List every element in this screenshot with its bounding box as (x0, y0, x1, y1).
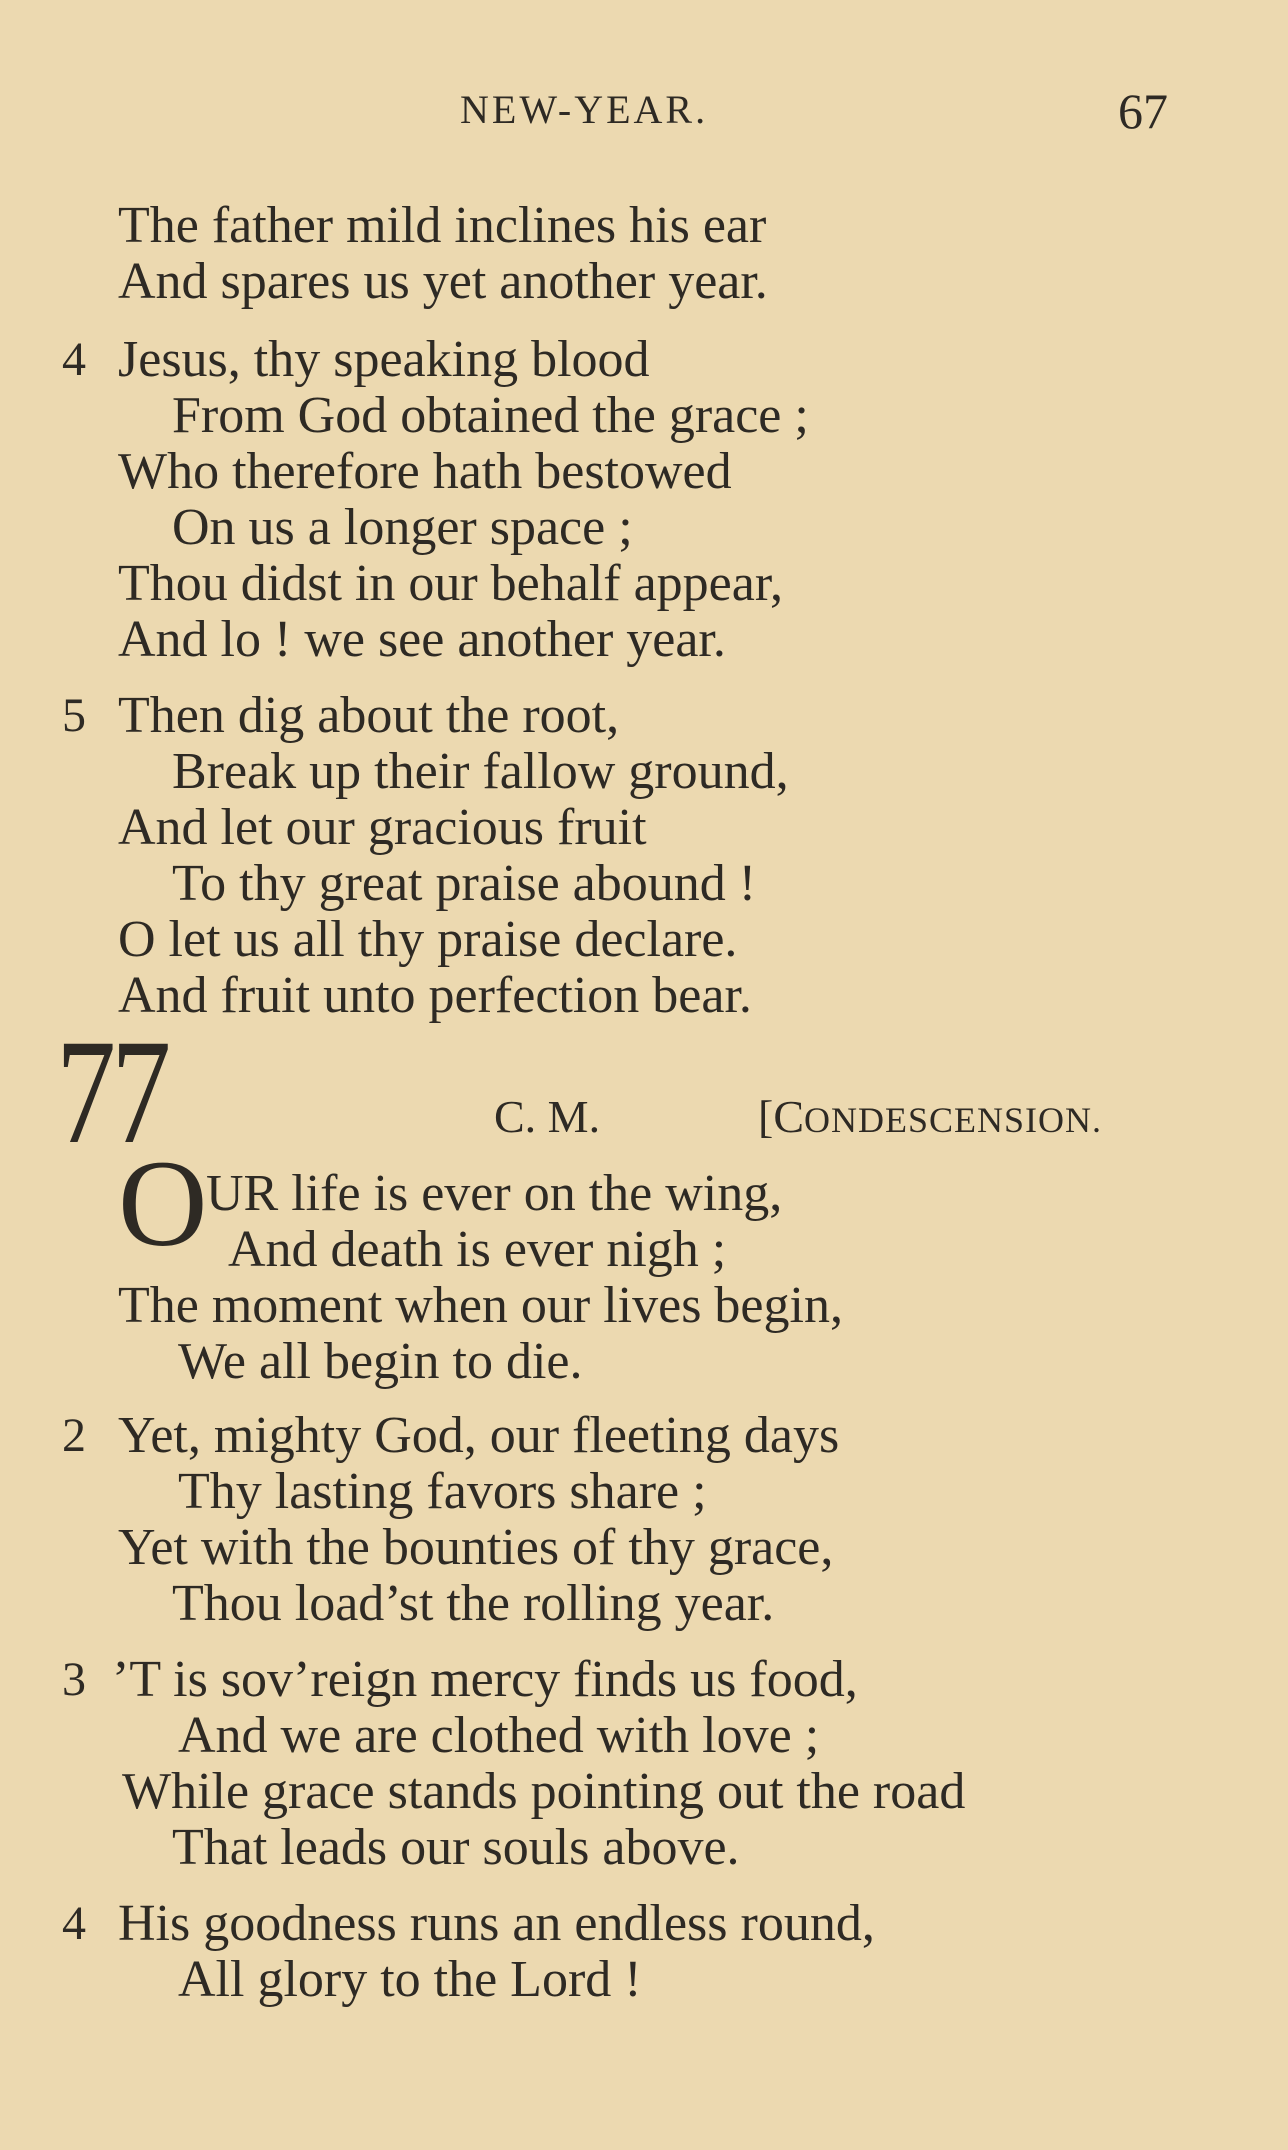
tune-rest: ONDESCENSION. (804, 1100, 1103, 1140)
tune-name (758, 1090, 1102, 1143)
verse-line: Who therefore hath bestowed (118, 443, 732, 500)
verse-line: And we are clothed with love ; (178, 1707, 820, 1764)
verse-line: And spares us yet another year. (118, 253, 768, 310)
verse-line: The moment when our lives begin, (118, 1277, 843, 1334)
verse-line: His goodness runs an endless round, (118, 1895, 875, 1952)
verse-line: To thy great praise abound ! (172, 855, 757, 912)
verse-line: From God obtained the grace ; (172, 387, 809, 444)
verse-number: 4 (62, 1897, 86, 1950)
verse-number: 3 (62, 1653, 86, 1706)
verse-line: Yet, mighty God, our fleeting days (118, 1407, 840, 1464)
drop-cap: O (118, 1135, 208, 1272)
verse-line: And fruit unto perfection bear. (118, 967, 752, 1024)
verse-line: UR life is ever on the wing, (206, 1165, 783, 1222)
verse-line: On us a longer space ; (172, 499, 633, 556)
verse-line: Thou load’st the rolling year. (172, 1575, 775, 1632)
verse-line: Thou didst in our behalf appear, (118, 555, 784, 612)
verse-line: O let us all thy praise declare. (118, 911, 738, 968)
tune-bracket: [ (758, 1091, 774, 1142)
verse-line: All glory to the Lord ! (178, 1951, 642, 2008)
verse-line: And death is ever nigh ; (228, 1221, 727, 1278)
tune-initial: C (773, 1091, 805, 1142)
verse-line: That leads our souls above. (172, 1819, 740, 1876)
verse-line: Jesus, thy speaking blood (118, 331, 650, 388)
verse-line: The father mild inclines his ear (118, 197, 767, 254)
running-header: NEW-YEAR. (460, 87, 709, 132)
verse-line: And lo ! we see another year. (118, 611, 726, 668)
verse-line: We all begin to die. (178, 1333, 583, 1390)
verse-number: 2 (62, 1409, 86, 1462)
verse-line: Break up their fallow ground, (172, 743, 789, 800)
page-number: 67 (1118, 83, 1168, 139)
verse-line: Yet with the bounties of thy grace, (118, 1519, 834, 1576)
hymn-meter: C. M. (494, 1091, 601, 1142)
verse-line: And let our gracious fruit (118, 799, 647, 856)
verse-line: While grace stands pointing out the road (122, 1763, 966, 1820)
verse-line: Then dig about the root, (118, 687, 620, 744)
verse-line: ’T is sov’reign mercy finds us food, (112, 1651, 858, 1708)
verse-line: Thy lasting favors share ; (178, 1463, 707, 1520)
verse-number: 5 (62, 689, 86, 742)
verse-number: 4 (62, 333, 86, 386)
hymn-number: 77 (56, 1009, 167, 1175)
